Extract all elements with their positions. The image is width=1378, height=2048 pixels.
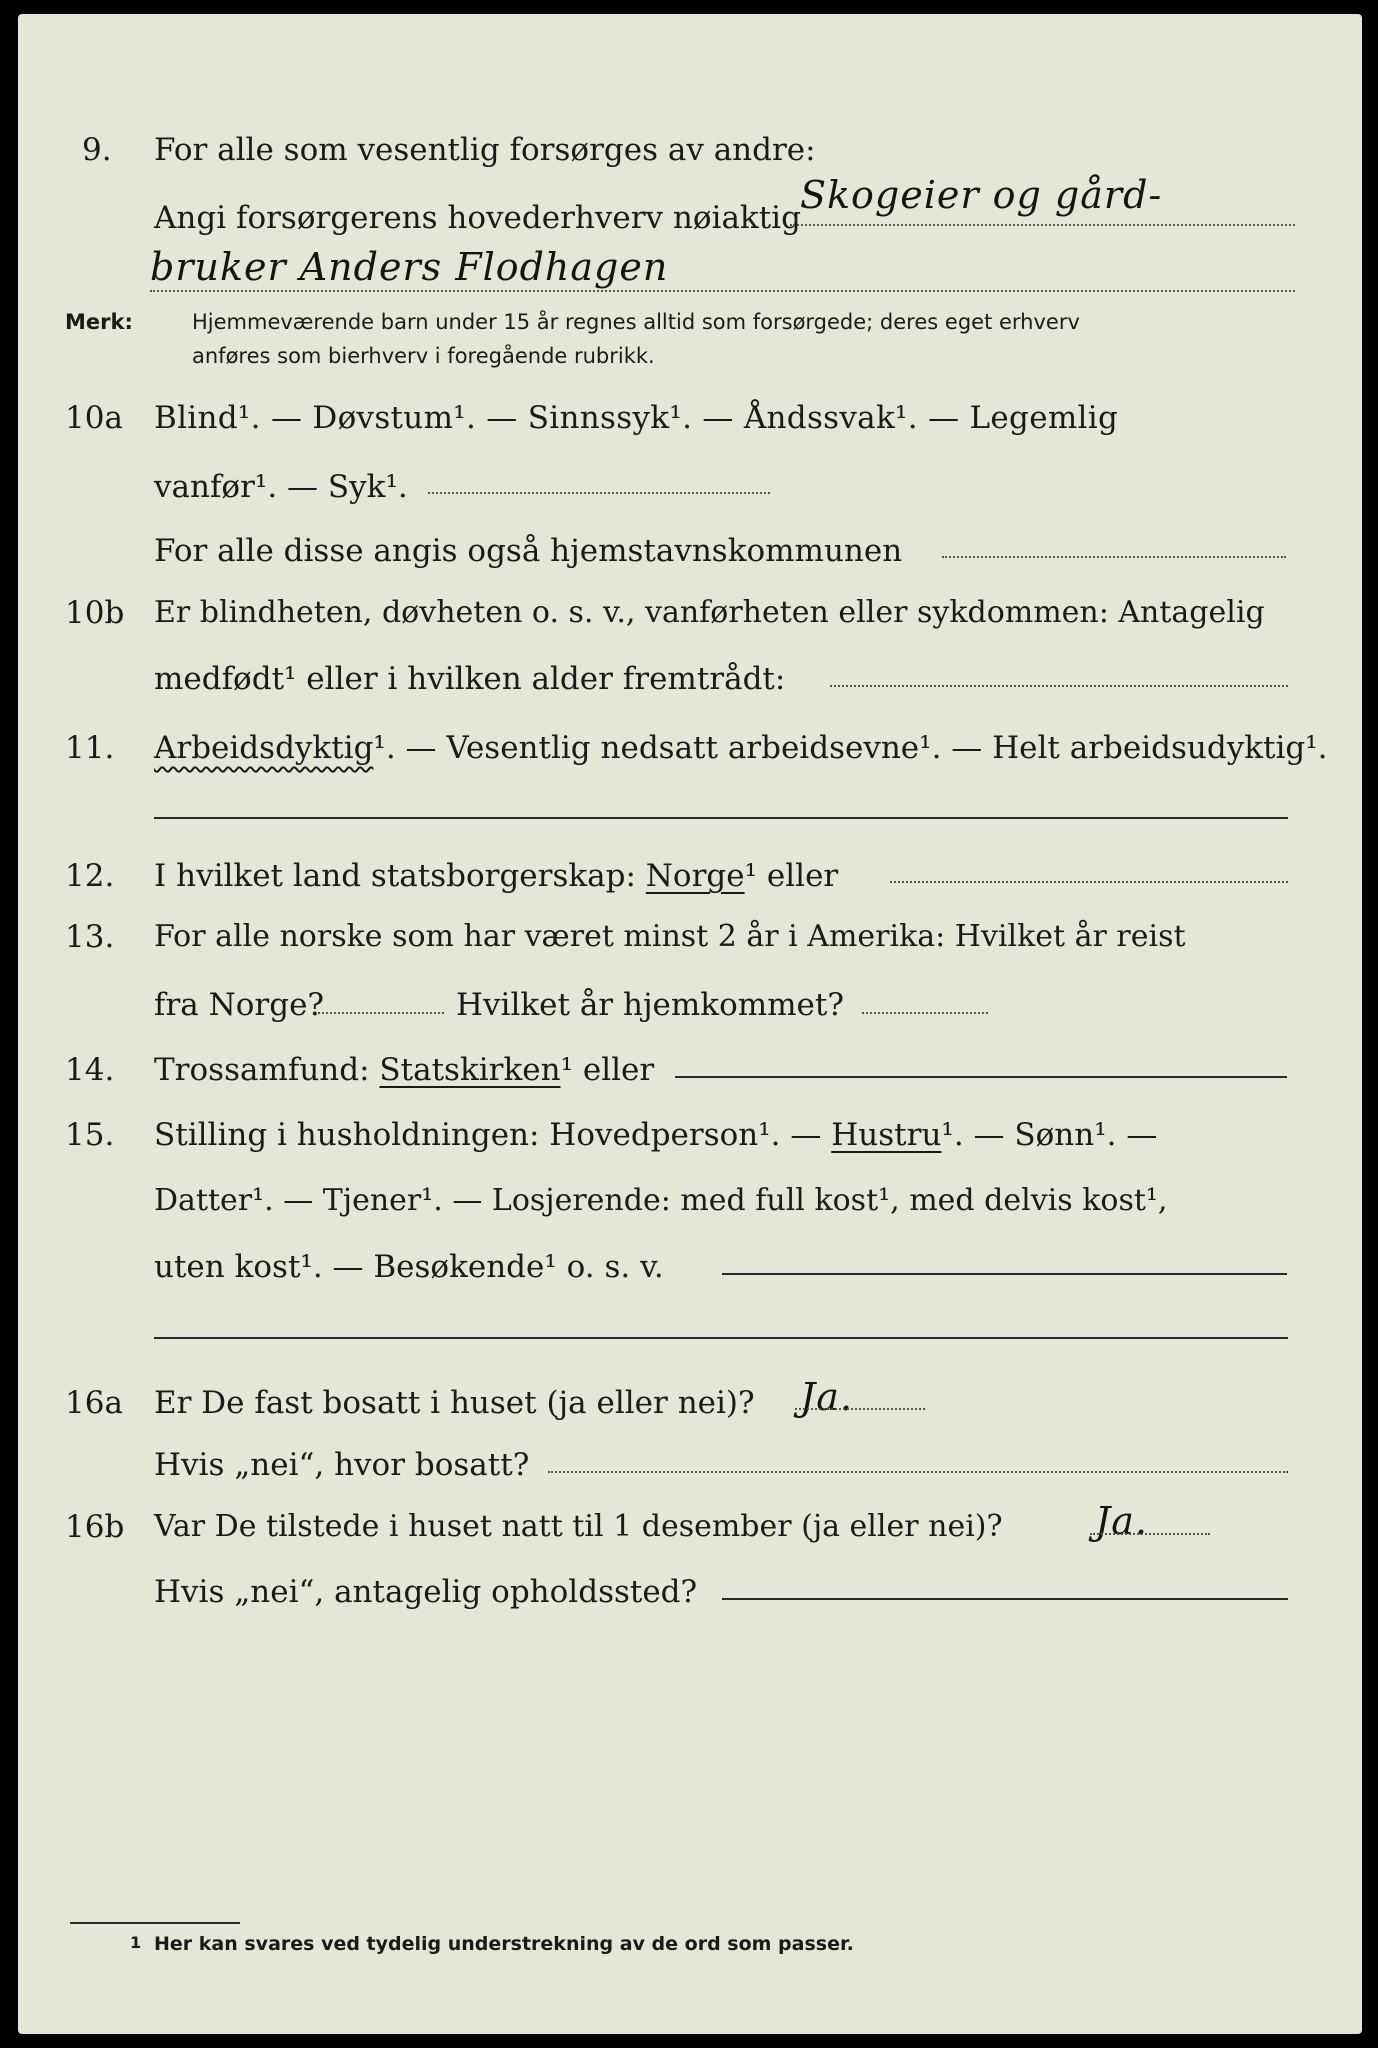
q9-answer-line-1	[790, 224, 1295, 226]
q12-option-norge[interactable]: Norge	[645, 858, 745, 894]
q11-answer-line	[154, 817, 1288, 819]
q14-post: ¹ eller	[560, 1052, 655, 1088]
q15-line1	[154, 1117, 1158, 1153]
q9-answer-handwritten-b: bruker Anders Flodhagen	[150, 245, 669, 289]
merk-line2: anføres som bierhverv i foregående rubrikk.	[192, 344, 655, 368]
q12-line	[154, 858, 839, 894]
q16b-answer-line	[1090, 1533, 1210, 1535]
q13-reist-line	[318, 1012, 444, 1014]
q11-line	[154, 730, 1328, 766]
q9-line2	[154, 200, 801, 236]
q12-post: ¹ eller	[744, 858, 839, 894]
q15-line2: Datter¹. — Tjener¹. — Losjerende: med full kost¹, med delvis kost¹,	[154, 1183, 1168, 1218]
q9-number: 9.	[82, 132, 112, 168]
q14-number: 14.	[65, 1052, 115, 1088]
q14-other-line	[675, 1076, 1287, 1078]
q13-number: 13.	[65, 919, 115, 955]
q16b-line2: Hvis „nei“, antagelig opholdssted?	[154, 1574, 698, 1610]
q10a-number: 10a	[65, 400, 123, 436]
q10a-syk-line	[428, 492, 770, 494]
q11-number: 11.	[65, 730, 115, 766]
q10b-line2: medfødt¹ eller i hvilken alder fremtrådt:	[154, 661, 786, 697]
q16a-bosatt-line	[548, 1471, 1288, 1473]
q9-line1: For alle som vesentlig forsørges av andre:	[154, 132, 816, 168]
q10b-number: 10b	[65, 595, 125, 631]
q16b-opholdssted-line	[722, 1598, 1288, 1600]
q16a-answer-handwritten: Ja.	[800, 1375, 853, 1419]
q16a-line2: Hvis „nei“, hvor bosatt?	[154, 1447, 530, 1483]
q12-other-line	[890, 881, 1288, 883]
q13-hjemkommet-line	[862, 1012, 988, 1014]
q13-line2b: Hvilket år hjemkommet?	[456, 987, 844, 1023]
q11-option-arbeidsdyktig[interactable]: Arbeidsdyktig	[154, 730, 374, 766]
q15-line1a: Stilling i husholdningen: Hovedperson¹. —	[154, 1117, 822, 1153]
q14-line	[154, 1052, 655, 1088]
q16b-answer-handwritten: Ja.	[1095, 1499, 1148, 1543]
q16a-answer-line	[795, 1408, 925, 1410]
merk-line1: Hjemmeværende barn under 15 år regnes alltid som forsørgede; deres eget erhverv	[192, 310, 1080, 334]
footnote-text: Her kan svares ved tydelig understrekning av de ord som passer.	[154, 1933, 854, 1955]
q16a-number: 16a	[65, 1385, 123, 1421]
q16b-number: 16b	[65, 1509, 125, 1545]
q9-answer-handwritten-a: Skogeier og gård-	[800, 173, 1163, 217]
q12-pre: I hvilket land statsborgerskap:	[154, 858, 636, 894]
q15-line1b: ¹. — Sønn¹. —	[941, 1117, 1158, 1153]
q11-rest: ¹. — Vesentlig nedsatt arbeidsevne¹. — Helt arbeidsudyktig¹.	[373, 730, 1328, 766]
q15-answer-line	[154, 1337, 1288, 1339]
q9-answer-line-2	[150, 290, 1295, 292]
q10b-alder-line	[830, 685, 1288, 687]
q14-option-statskirken[interactable]: Statskirken	[379, 1052, 561, 1088]
footnote-mark: 1	[130, 1933, 142, 1952]
q14-pre: Trossamfund:	[154, 1052, 370, 1088]
merk-label: Merk:	[65, 310, 133, 334]
q13-line1: For alle norske som har været minst 2 år i Amerika: Hvilket år reist	[154, 919, 1186, 954]
q10a-line3: For alle disse angis også hjemstavnskommunen	[154, 533, 903, 569]
q10a-line2: vanfør¹. — Syk¹.	[154, 469, 408, 505]
q10b-line1: Er blindheten, døvheten o. s. v., vanførheten eller sykdommen: Antagelig	[154, 595, 1265, 630]
q13-line2a: fra Norge?	[154, 987, 325, 1023]
q15-number: 15.	[65, 1117, 115, 1153]
q15-option-hustru[interactable]: Hustru	[831, 1117, 942, 1153]
q16a-line1: Er De fast bosatt i huset (ja eller nei)?	[154, 1385, 755, 1421]
q16b-line1: Var De tilstede i huset natt til 1 desember (ja eller nei)?	[154, 1509, 1003, 1544]
q10a-line1: Blind¹. — Døvstum¹. — Sinnssyk¹. — Åndssvak¹. — Legemlig	[154, 400, 1119, 436]
q15-other-line	[722, 1273, 1287, 1275]
q15-line3: uten kost¹. — Besøkende¹ o. s. v.	[154, 1249, 664, 1285]
q12-number: 12.	[65, 858, 115, 894]
footnote-separator	[70, 1922, 240, 1924]
q10a-hjemstavn-line	[942, 556, 1286, 558]
q9-line2-text: Angi forsørgerens hovederhverv nøiaktig	[154, 200, 801, 236]
